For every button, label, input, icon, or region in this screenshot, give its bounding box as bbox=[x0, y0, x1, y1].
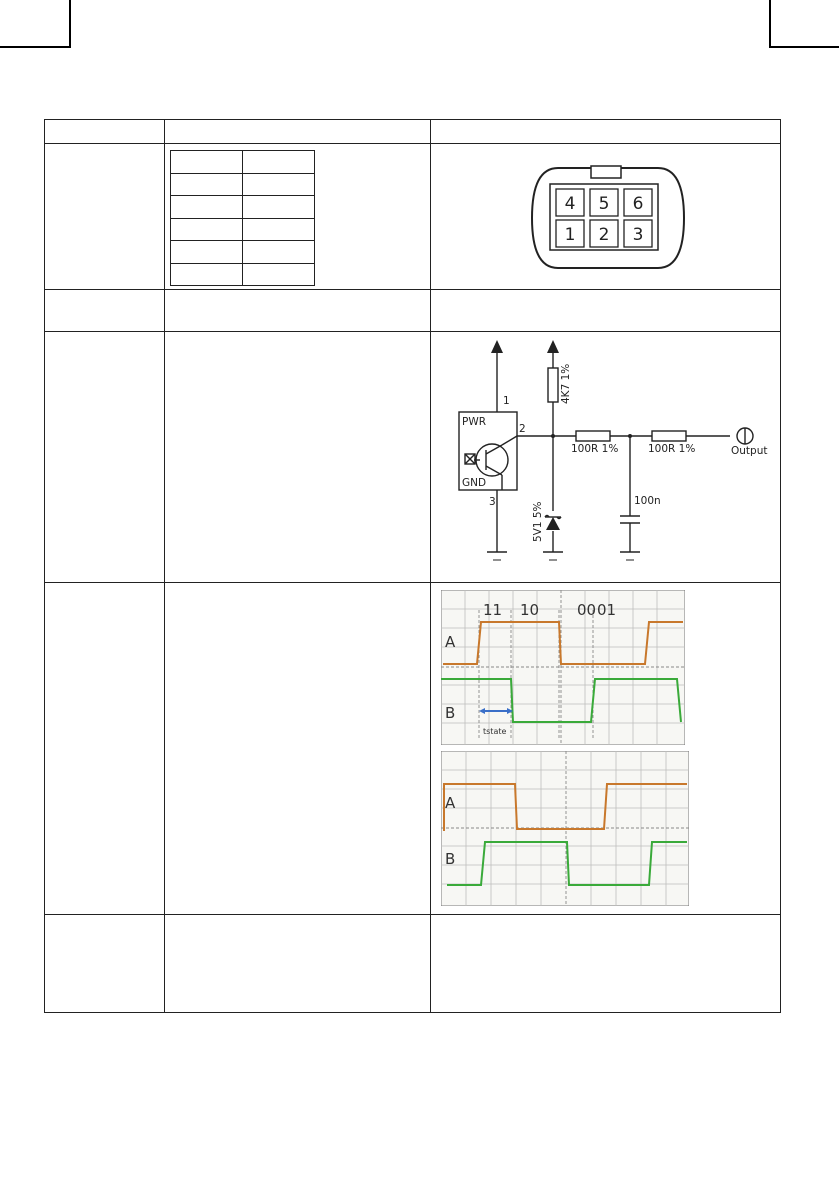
output-label: Output bbox=[731, 445, 768, 457]
tstate-label: tstate bbox=[483, 727, 507, 736]
pin-label-4: 4 bbox=[564, 194, 576, 214]
r2-label: 100R 1% bbox=[648, 443, 696, 455]
connector-diagram bbox=[528, 162, 688, 274]
state-label-01: 01 bbox=[597, 601, 617, 619]
table-header-row bbox=[45, 120, 781, 144]
table-row-6 bbox=[45, 915, 781, 1013]
crop-mark-top-right-v bbox=[769, 0, 771, 48]
state-label-00: 00 bbox=[577, 601, 597, 619]
table-row bbox=[171, 241, 315, 264]
oscilloscope-screen-1 bbox=[441, 590, 685, 745]
crop-mark-top-left-v bbox=[69, 0, 71, 48]
table-row bbox=[171, 263, 315, 286]
pin1-label: 1 bbox=[503, 395, 510, 407]
pullup-resistor-label: 4K7 1% bbox=[560, 363, 572, 404]
crop-mark-top-right-h bbox=[769, 46, 839, 48]
r1-label: 100R 1% bbox=[571, 443, 619, 455]
table-row bbox=[171, 196, 315, 219]
channel-b-label-2: B bbox=[445, 850, 456, 868]
channel-a-label-2: A bbox=[445, 794, 456, 812]
state-label-10: 10 bbox=[520, 601, 540, 619]
pin-label-6: 6 bbox=[632, 194, 644, 214]
pin-label-3: 3 bbox=[632, 225, 644, 245]
oscilloscope-screen-2 bbox=[441, 751, 689, 906]
zener-label: 5V1 5% bbox=[532, 501, 544, 542]
pin2-label: 2 bbox=[519, 423, 526, 435]
table-row bbox=[171, 218, 315, 241]
pin-assignment-table bbox=[170, 150, 315, 286]
state-label-11: 11 bbox=[483, 601, 503, 619]
pin-label-5: 5 bbox=[598, 194, 610, 214]
channel-a-label: A bbox=[445, 633, 456, 651]
cap-label: 100n bbox=[634, 495, 661, 507]
pwr-label: PWR bbox=[462, 416, 487, 428]
table-row bbox=[171, 151, 315, 174]
circuit-schematic bbox=[440, 336, 776, 576]
gnd-label: GND bbox=[462, 477, 487, 489]
table-row-2 bbox=[45, 290, 781, 332]
crop-mark-top-left-h bbox=[0, 46, 70, 48]
table-row bbox=[171, 173, 315, 196]
pin-label-2: 2 bbox=[598, 225, 610, 245]
channel-b-label: B bbox=[445, 704, 456, 722]
pin3-label: 3 bbox=[489, 496, 496, 508]
pin-label-1: 1 bbox=[564, 225, 576, 245]
